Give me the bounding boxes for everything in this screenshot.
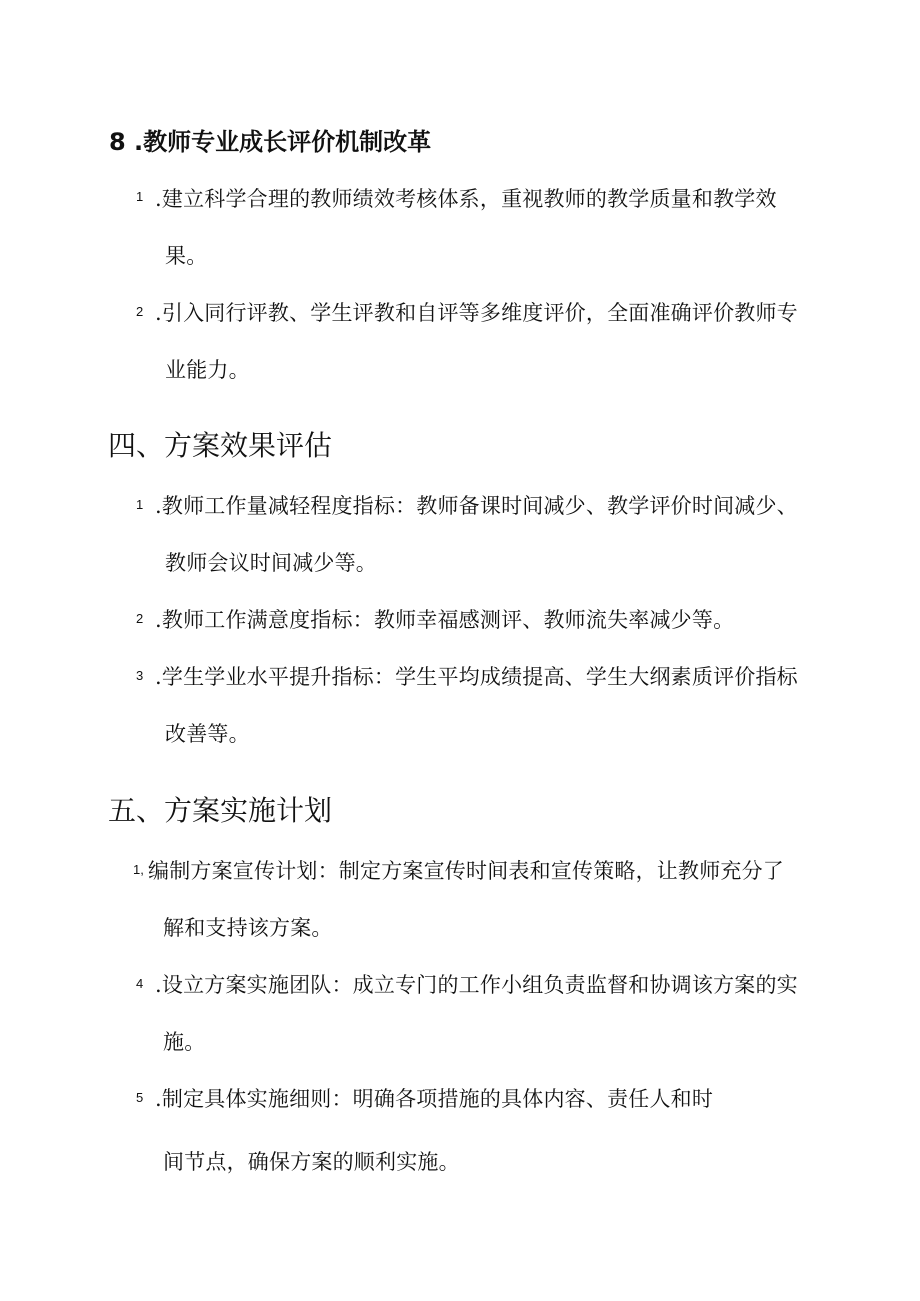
list-item-text-continued: 施。 bbox=[163, 1030, 206, 1054]
list-item-text: .建立科学合理的教师绩效考核体系，重视教师的教学质量和教学效 bbox=[155, 187, 777, 211]
list-item-text-continued: 解和支持该方案。 bbox=[163, 916, 333, 940]
list-item-text-continued: 业能力。 bbox=[165, 358, 250, 382]
list-item-number: 1, bbox=[133, 862, 144, 877]
list-item-text-continued: 间节点，确保方案的顺利实施。 bbox=[163, 1150, 460, 1174]
list-item-text: .教师工作量减轻程度指标：教师备课时间减少、教学评价时间减少、 bbox=[155, 494, 798, 518]
section-heading-evaluation: 四、方案效果评估 bbox=[108, 429, 333, 462]
list-item-number: 2 bbox=[136, 611, 144, 626]
section-heading-teacher-growth: 8 .教师专业成长评价机制改革 bbox=[109, 128, 432, 156]
list-item-text: .引入同行评教、学生评教和自评等多维度评价，全面准确评价教师专 bbox=[155, 301, 798, 325]
list-item-text: .制定具体实施细则：明确各项措施的具体内容、责任人和时 bbox=[155, 1087, 714, 1111]
list-item-text-continued: 改善等。 bbox=[165, 722, 250, 746]
list-item-number: 1 bbox=[136, 497, 144, 512]
list-item-text-continued: 教师会议时间减少等。 bbox=[165, 551, 377, 575]
list-item-text: 编制方案宣传计划：制定方案宣传时间表和宣传策略，让教师充分了 bbox=[148, 859, 784, 883]
list-item-text: .学生学业水平提升指标：学生平均成绩提高、学生大纲素质评价指标 bbox=[155, 665, 798, 689]
list-item-number: 2 bbox=[136, 304, 144, 319]
list-item-text-continued: 果。 bbox=[165, 244, 208, 268]
list-item-number: 1 bbox=[136, 189, 144, 204]
section-heading-implementation: 五、方案实施计划 bbox=[108, 794, 333, 827]
list-item-text: .设立方案实施团队：成立专门的工作小组负责监督和协调该方案的实 bbox=[155, 973, 798, 997]
list-item-number: 3 bbox=[136, 668, 144, 683]
list-item-text: .教师工作满意度指标：教师幸福感测评、教师流失率减少等。 bbox=[155, 608, 735, 632]
list-item-number: 4 bbox=[136, 976, 144, 991]
list-item-number: 5 bbox=[136, 1090, 144, 1105]
